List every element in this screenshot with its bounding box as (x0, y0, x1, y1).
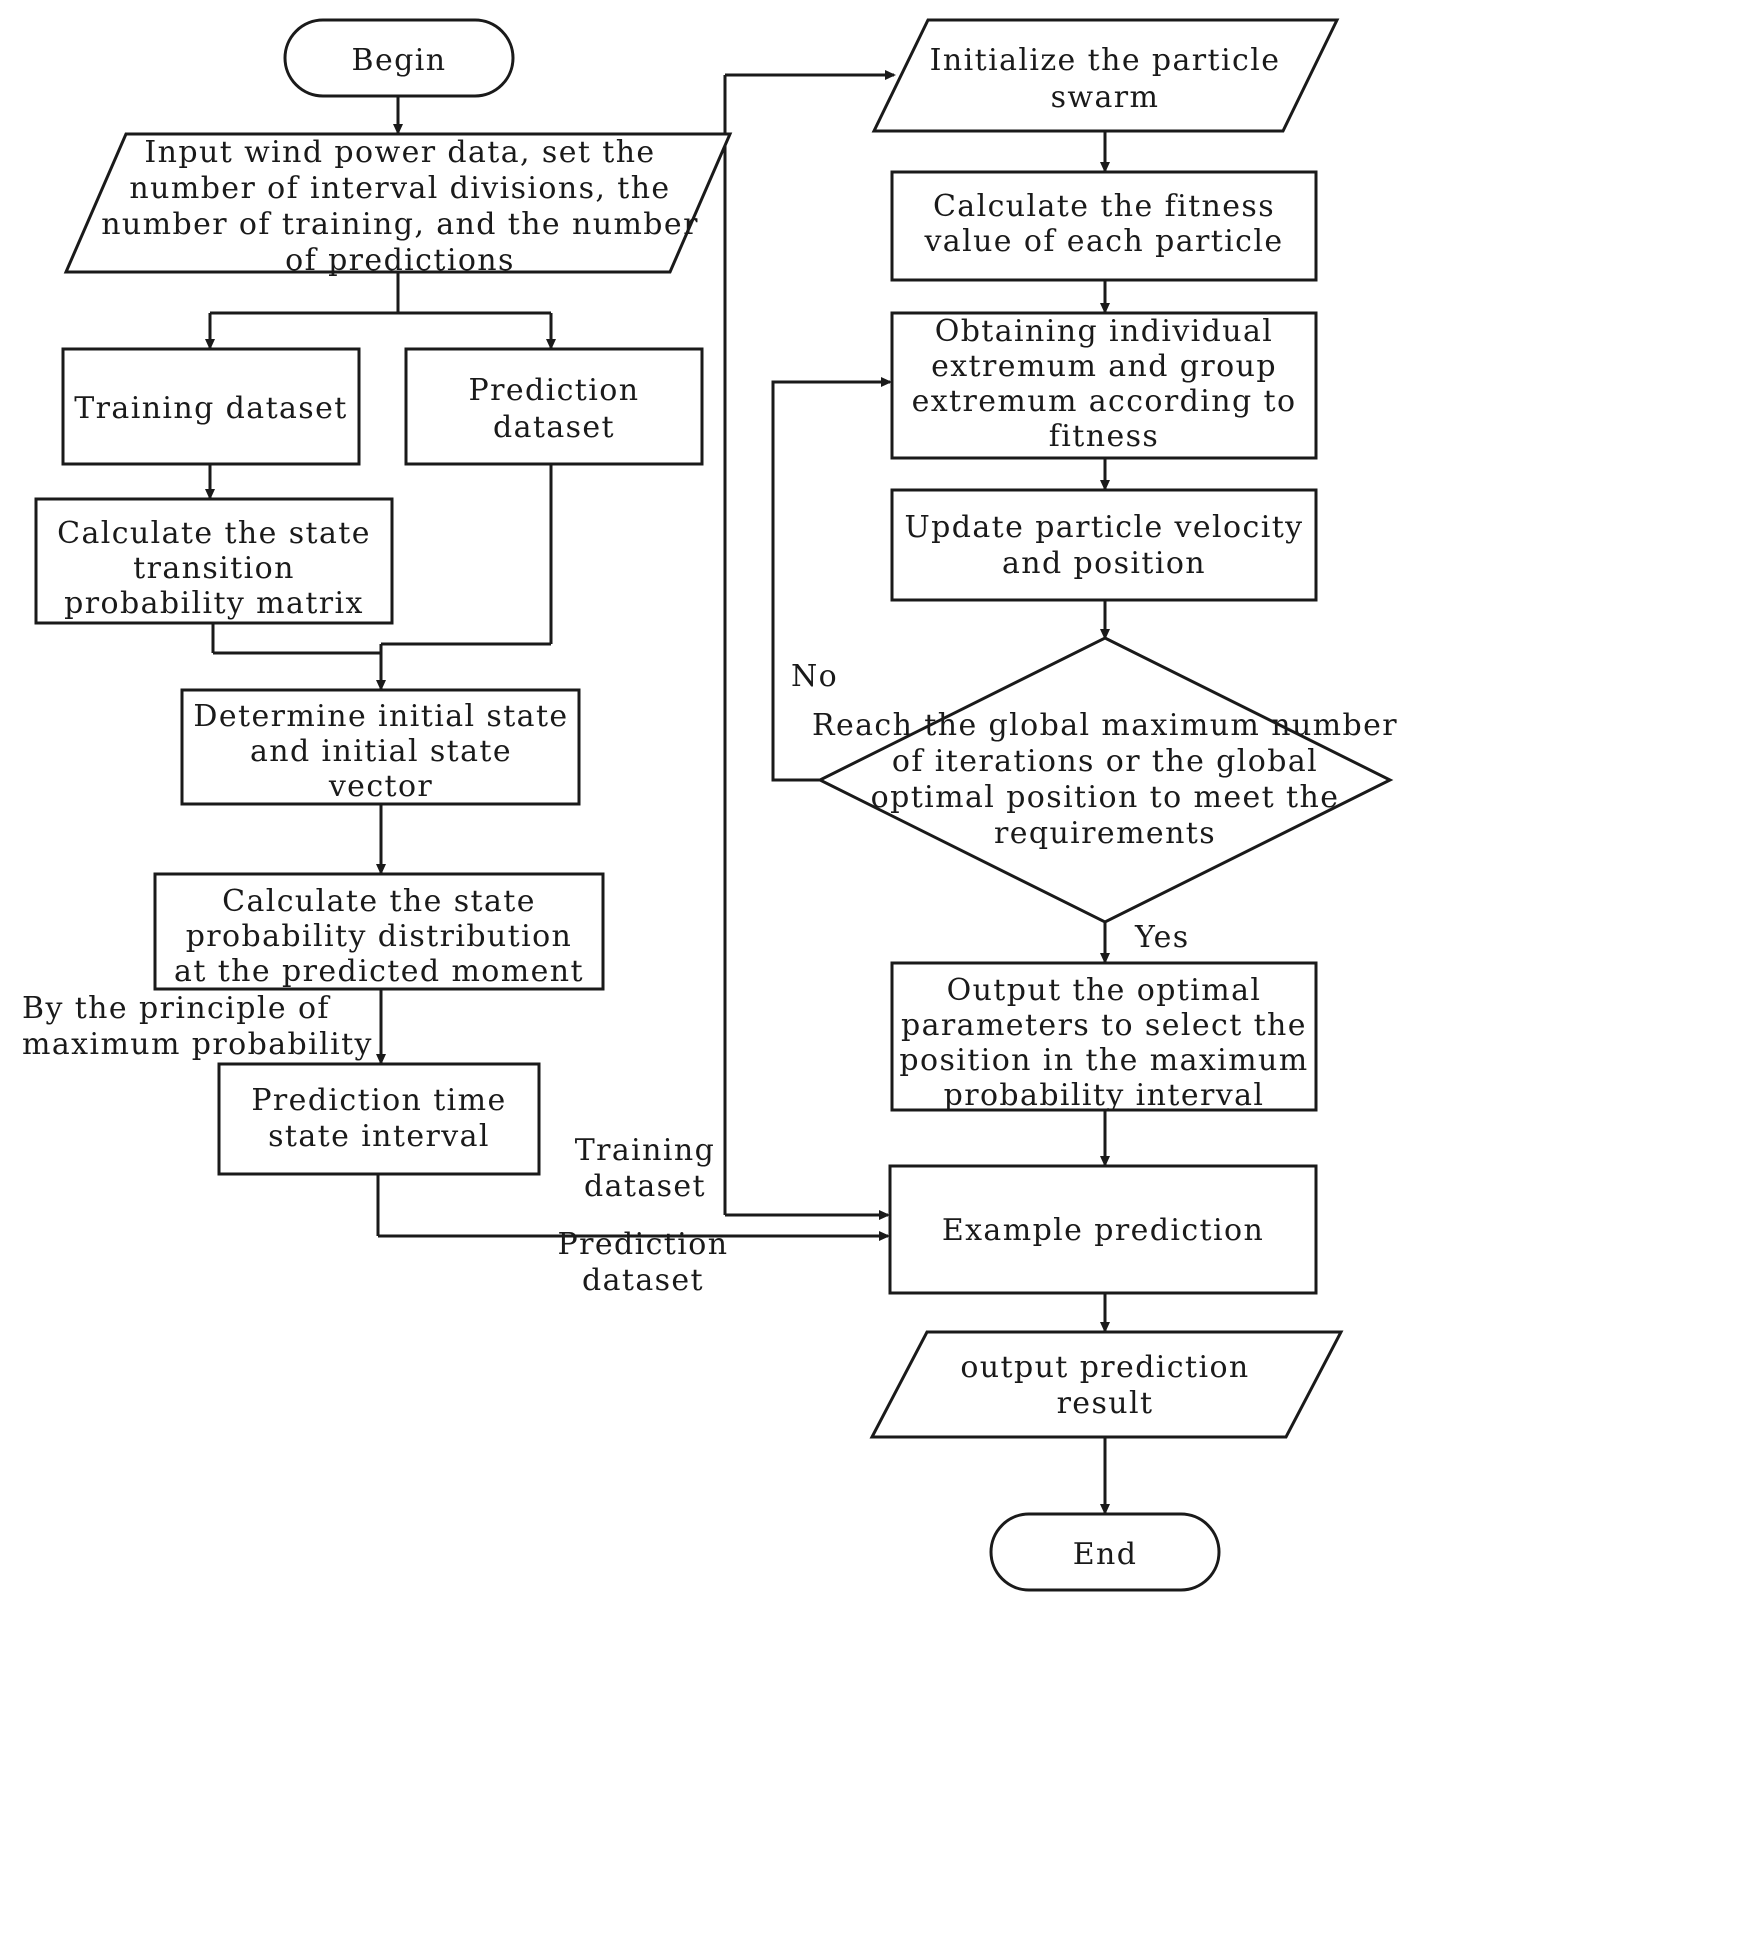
extremum-line-2: extremum and group (931, 349, 1277, 384)
update-particle-shape (892, 490, 1316, 600)
input-data-line-4: of predictions (285, 243, 515, 278)
label-training-dataset-line-1: Training (574, 1133, 716, 1168)
node-prediction-dataset[interactable] (406, 349, 702, 464)
output-optimal-line-1: Output the optimal (946, 973, 1262, 1008)
fitness-line-1: Calculate the fitness (932, 189, 1276, 224)
node-fitness[interactable] (892, 172, 1316, 280)
prediction-interval-line-2: state interval (268, 1119, 490, 1154)
node-decision[interactable] (812, 638, 1398, 922)
training-dataset-label: Training dataset (74, 391, 348, 426)
example-prediction-label: Example prediction (941, 1213, 1265, 1248)
node-output-result[interactable] (872, 1332, 1341, 1437)
node-state-transition-matrix[interactable] (36, 499, 392, 623)
output-optimal-line-3: position in the maximum (899, 1043, 1309, 1078)
update-particle-line-1: Update particle velocity (904, 510, 1304, 545)
prediction-interval-line-1: Prediction time (251, 1083, 507, 1118)
initial-state-line-3: vector (328, 769, 434, 804)
state-transition-matrix-line-1: Calculate the state (57, 516, 371, 551)
node-extremum[interactable] (892, 313, 1316, 458)
label-training-dataset-line-2: dataset (583, 1169, 707, 1204)
decision-line-1: Reach the global maximum number (811, 708, 1399, 743)
input-data-line-1: Input wind power data, set the (144, 135, 656, 170)
state-probability-line-2: probability distribution (185, 919, 573, 954)
decision-line-4: requirements (993, 816, 1217, 851)
state-transition-matrix-line-3: probability matrix (64, 586, 364, 621)
max-probability-principle-line-1: By the principle of (22, 991, 330, 1026)
init-swarm-line-1: Initialize the particle (929, 43, 1281, 78)
output-optimal-line-4: probability interval (943, 1078, 1265, 1113)
prediction-dataset-line-1: Prediction (468, 373, 640, 408)
end-label: End (1072, 1537, 1138, 1572)
fitness-line-2: value of each particle (924, 224, 1284, 259)
node-init-swarm[interactable] (874, 20, 1337, 131)
label-max-probability-principle (22, 991, 373, 1062)
prediction-dataset-line-2: dataset (492, 410, 616, 445)
label-prediction-dataset-line-2: dataset (581, 1263, 705, 1298)
node-training-dataset[interactable] (63, 349, 359, 464)
label-yes-text: Yes (1135, 920, 1190, 955)
node-end[interactable] (991, 1514, 1219, 1590)
node-begin[interactable] (285, 20, 513, 96)
init-swarm-line-2: swarm (1050, 80, 1160, 115)
initial-state-line-2: and initial state (249, 734, 513, 769)
output-result-line-2: result (1056, 1386, 1154, 1421)
state-probability-line-3: at the predicted moment (174, 954, 584, 989)
update-particle-line-2: and position (1001, 546, 1207, 581)
node-prediction-interval[interactable] (219, 1064, 539, 1174)
label-training-dataset-edge (575, 1133, 715, 1204)
node-example-prediction[interactable] (890, 1166, 1316, 1293)
extremum-line-1: Obtaining individual (934, 314, 1274, 349)
node-input-data[interactable] (66, 134, 730, 278)
label-no-text: No (791, 659, 839, 694)
node-state-probability[interactable] (155, 874, 603, 989)
label-yes (1134, 920, 1190, 955)
extremum-line-3: extremum according to (911, 384, 1297, 419)
extremum-line-4: fitness (1048, 419, 1160, 454)
state-transition-matrix-line-2: transition (133, 551, 295, 586)
state-probability-line-1: Calculate the state (222, 884, 536, 919)
input-data-line-2: number of interval divisions, the (129, 171, 671, 206)
max-probability-principle-line-2: maximum probability (22, 1027, 373, 1062)
input-data-line-3: number of training, and the number (101, 207, 699, 242)
node-update-particle[interactable] (892, 490, 1316, 600)
label-prediction-dataset-line-1: Prediction (557, 1227, 729, 1262)
label-no (791, 659, 838, 694)
initial-state-line-1: Determine initial state (193, 699, 569, 734)
label-prediction-dataset-edge (558, 1227, 729, 1298)
node-output-optimal[interactable] (892, 963, 1316, 1113)
decision-line-3: optimal position to meet the (870, 780, 1340, 815)
output-result-line-1: output prediction (960, 1350, 1250, 1385)
node-initial-state[interactable] (182, 690, 579, 804)
output-optimal-line-2: parameters to select the (901, 1008, 1307, 1043)
begin-label: Begin (351, 43, 447, 78)
decision-line-2: of iterations or the global (891, 744, 1319, 779)
